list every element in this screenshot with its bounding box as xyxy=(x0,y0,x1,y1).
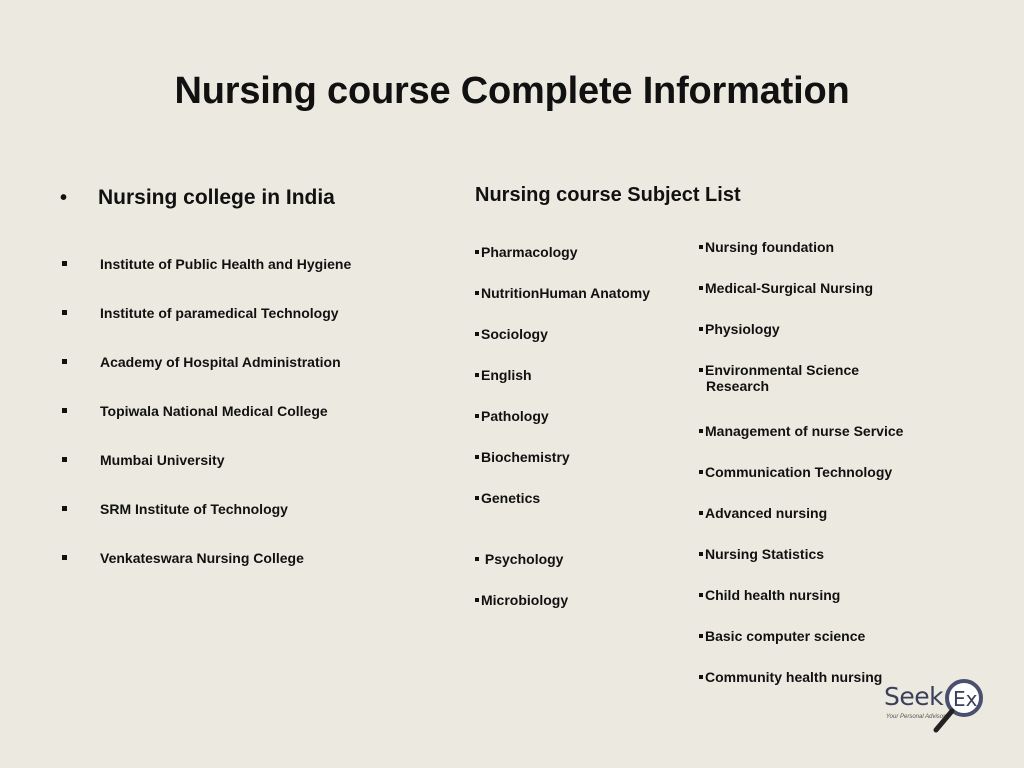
subject-name: Management of nurse Service xyxy=(705,423,904,439)
square-bullet-icon xyxy=(699,552,703,556)
list-item xyxy=(699,362,859,394)
list-item xyxy=(475,449,570,465)
square-bullet-icon xyxy=(475,598,479,602)
page-title: Nursing course Complete Information xyxy=(174,70,850,112)
logo-tagline: Your Personal Advisor xyxy=(886,714,946,720)
list-item xyxy=(475,367,532,383)
square-bullet-icon xyxy=(62,310,67,315)
subject-name: Advanced nursing xyxy=(705,505,828,521)
list-item xyxy=(699,587,840,603)
list-item xyxy=(699,464,892,480)
subject-name: Biochemistry xyxy=(481,449,570,465)
list-item xyxy=(475,285,650,301)
list-item xyxy=(699,239,834,255)
square-bullet-icon xyxy=(62,506,67,511)
square-bullet-icon xyxy=(475,557,479,561)
college-name: Topiwala National Medical College xyxy=(100,403,328,419)
college-name: Institute of Public Health and Hygiene xyxy=(100,256,352,272)
square-bullet-icon xyxy=(62,457,67,462)
square-bullet-icon xyxy=(699,593,703,597)
subject-name: Psychology xyxy=(481,551,564,567)
list-item xyxy=(475,244,577,260)
subject-name: Communication Technology xyxy=(705,464,893,480)
logo-ex: Ex xyxy=(953,687,978,711)
list-item xyxy=(699,321,780,337)
list-item xyxy=(699,280,873,296)
list-item xyxy=(699,423,903,439)
list-item xyxy=(60,452,351,501)
square-bullet-icon xyxy=(699,327,703,331)
list-item xyxy=(699,546,824,562)
college-list xyxy=(60,256,351,599)
list-item xyxy=(475,490,540,506)
square-bullet-icon xyxy=(475,250,479,254)
square-bullet-icon xyxy=(699,245,703,249)
list-item xyxy=(475,326,548,342)
subjects-heading: Nursing course Subject List xyxy=(475,184,741,206)
colleges-heading-text: Nursing college in India xyxy=(98,186,335,209)
square-bullet-icon xyxy=(62,408,67,413)
list-item xyxy=(475,408,549,424)
subject-name: Physiology xyxy=(705,321,780,337)
subject-name: NutritionHuman Anatomy xyxy=(481,285,651,301)
college-name: Mumbai University xyxy=(100,452,225,468)
subject-name: Nursing foundation xyxy=(705,239,835,255)
subject-name: Community health nursing xyxy=(705,669,883,685)
list-item xyxy=(60,305,351,354)
square-bullet-icon xyxy=(475,455,479,459)
square-bullet-icon xyxy=(475,291,479,295)
subject-name: Basic computer science xyxy=(705,628,866,644)
colleges-heading xyxy=(60,186,335,210)
square-bullet-icon xyxy=(475,496,479,500)
subject-name: Pharmacology xyxy=(481,244,578,260)
subject-name: Microbiology xyxy=(481,592,569,608)
subject-name: Nursing Statistics xyxy=(705,546,825,562)
square-bullet-icon xyxy=(699,470,703,474)
square-bullet-icon xyxy=(475,414,479,418)
subject-name: Sociology xyxy=(481,326,548,342)
college-name: Institute of paramedical Technology xyxy=(100,305,339,321)
subject-name-continued: Research xyxy=(706,378,770,394)
college-name: Academy of Hospital Administration xyxy=(100,354,341,370)
square-bullet-icon xyxy=(62,555,67,560)
list-item xyxy=(699,505,827,521)
square-bullet-icon xyxy=(699,368,703,372)
list-item xyxy=(60,256,351,305)
seekex-logo xyxy=(884,678,994,748)
square-bullet-icon xyxy=(699,429,703,433)
subject-name: Child health nursing xyxy=(705,587,841,603)
list-item xyxy=(475,551,563,567)
list-item xyxy=(60,354,351,403)
subject-name: English xyxy=(481,367,532,383)
square-bullet-icon xyxy=(475,332,479,336)
square-bullet-icon xyxy=(62,359,67,364)
square-bullet-icon xyxy=(699,511,703,515)
subject-name: Medical-Surgical Nursing xyxy=(705,280,874,296)
list-item xyxy=(60,550,351,599)
square-bullet-icon xyxy=(699,675,703,679)
list-item xyxy=(475,592,568,608)
logo-text: Seek xyxy=(884,682,944,711)
square-bullet-icon xyxy=(699,634,703,638)
heading-bullet: • xyxy=(60,187,68,209)
square-bullet-icon xyxy=(62,261,67,266)
college-name: SRM Institute of Technology xyxy=(100,501,288,517)
subject-name: Genetics xyxy=(481,490,541,506)
subject-name: Environmental Science xyxy=(705,362,860,378)
square-bullet-icon xyxy=(699,286,703,290)
list-item xyxy=(699,669,882,685)
subject-name: Pathology xyxy=(481,408,549,424)
list-item xyxy=(60,403,351,452)
list-item xyxy=(699,628,865,644)
list-item xyxy=(60,501,351,550)
square-bullet-icon xyxy=(475,373,479,377)
college-name: Venkateswara Nursing College xyxy=(100,550,304,566)
